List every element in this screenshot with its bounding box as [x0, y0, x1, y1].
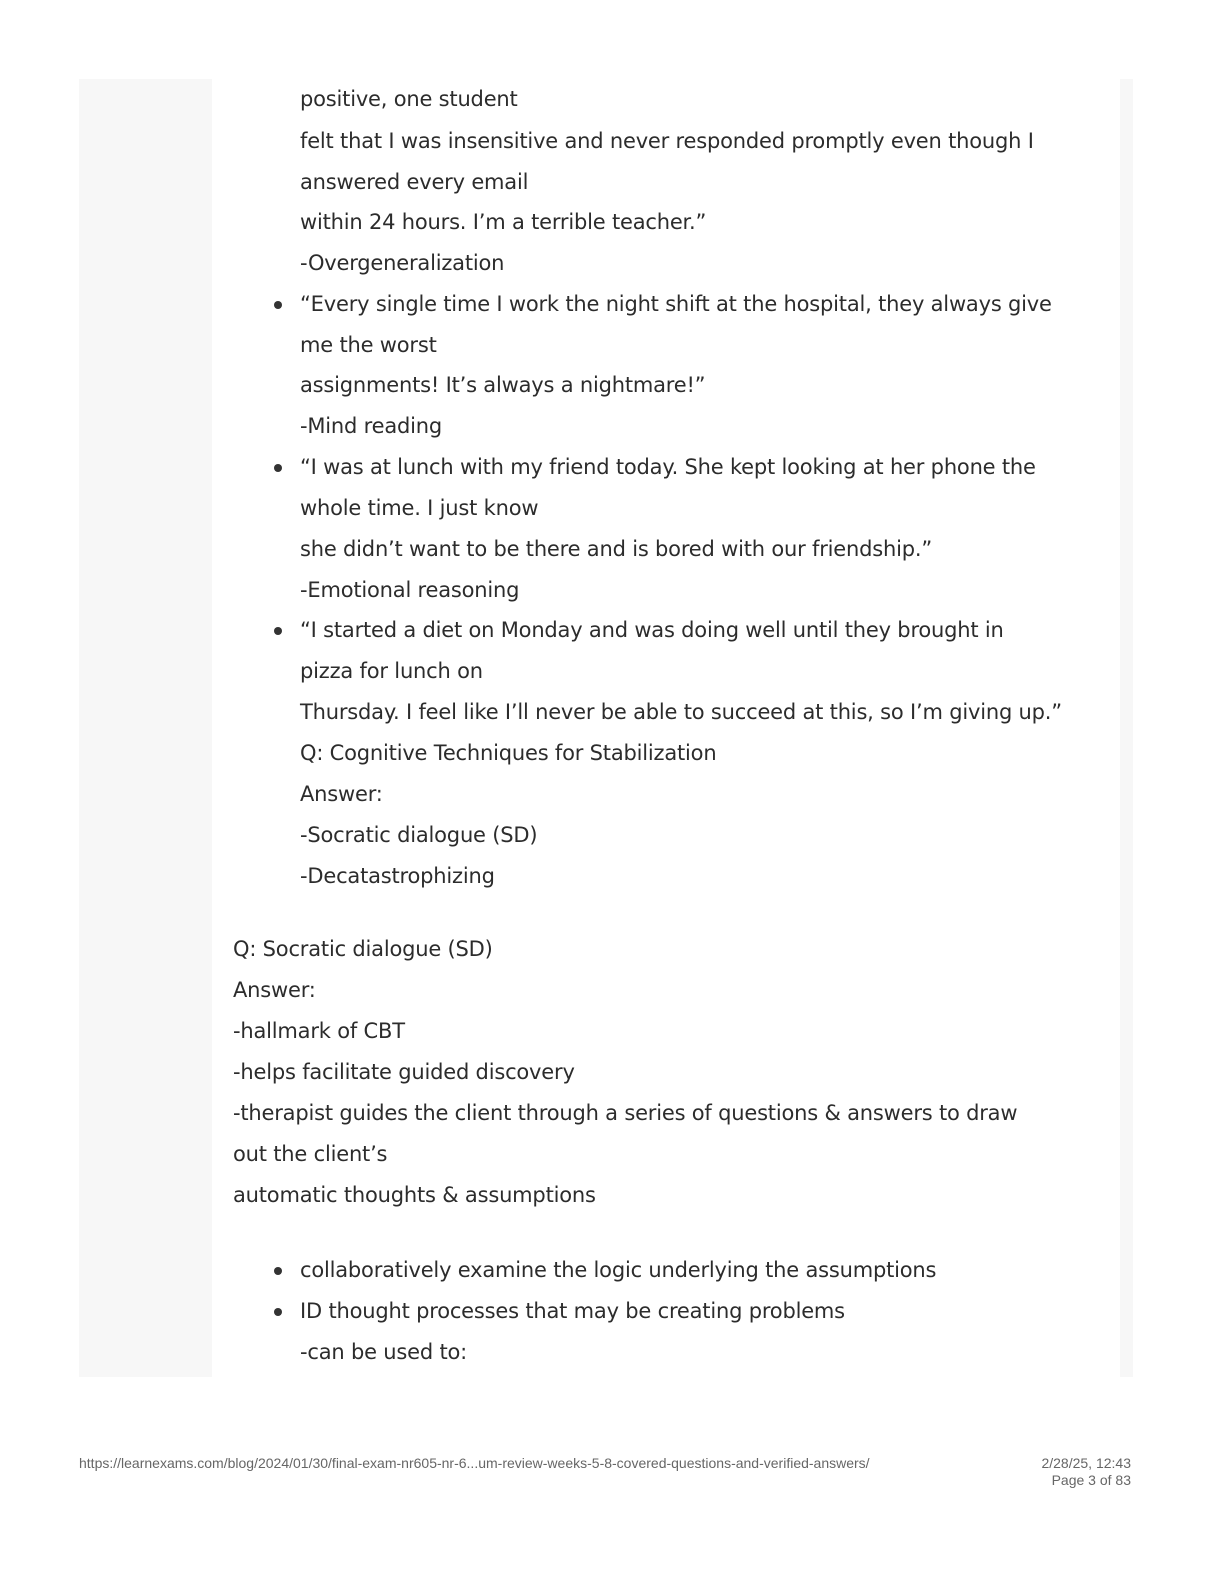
text-line: -Overgeneralization: [300, 251, 505, 275]
text-line: assignments! It’s always a nightmare!”: [300, 373, 706, 397]
text-line: felt that I was insensitive and never responded promptly even though I: [300, 129, 1034, 153]
text-line: within 24 hours. I’m a terrible teacher.”: [300, 210, 707, 234]
text-line: whole time. I just know: [300, 496, 539, 520]
text-line: automatic thoughts & assumptions: [233, 1183, 596, 1207]
text-line: -Socratic dialogue (SD): [300, 823, 538, 847]
bullet-text: ID thought processes that may be creating problems: [300, 1299, 845, 1323]
text-line: -Emotional reasoning: [300, 578, 520, 602]
text-line: pizza for lunch on: [300, 659, 483, 683]
bullet-text: “I was at lunch with my friend today. She kept looking at her phone the: [300, 455, 1036, 479]
answer-label: Answer:: [300, 782, 383, 806]
text-line: -therapist guides the client through a series of questions & answers to draw: [233, 1101, 1018, 1125]
text-line: positive, one student: [300, 87, 518, 111]
bullet-icon: [274, 1308, 282, 1316]
bullet-text: collaboratively examine the logic underlying the assumptions: [300, 1258, 937, 1282]
question-heading: Q: Cognitive Techniques for Stabilization: [300, 741, 717, 765]
text-line: she didn’t want to be there and is bored with our friendship.”: [300, 537, 933, 561]
bullet-text: “Every single time I work the night shift at the hospital, they always give: [300, 292, 1052, 316]
footer-url: https://learnexams.com/blog/2024/01/30/final-exam-nr605-nr-6...um-review-weeks-5-8-covered-questions-and-verified-answers/: [79, 1455, 870, 1471]
text-line: Thursday. I feel like I’ll never be able to succeed at this, so I’m giving up.”: [300, 700, 1062, 724]
text-line: me the worst: [300, 333, 437, 357]
bullet-icon: [274, 627, 282, 635]
bullet-icon: [274, 301, 282, 309]
question-heading: Q: Socratic dialogue (SD): [233, 937, 493, 961]
bullet-text: “I started a diet on Monday and was doing well until they brought in: [300, 618, 1004, 642]
text-line: -hallmark of CBT: [233, 1019, 405, 1043]
footer-meta: [1041, 1455, 1131, 1489]
footer-page-number: Page 3 of 83: [1051, 1472, 1131, 1488]
footer-datetime: 2/28/25, 12:43: [1041, 1455, 1131, 1471]
text-line: -helps facilitate guided discovery: [233, 1060, 575, 1084]
text-line: -Mind reading: [300, 414, 443, 438]
text-line: -Decatastrophizing: [300, 864, 495, 888]
text-line: out the client’s: [233, 1142, 388, 1166]
text-line: -can be used to:: [300, 1340, 468, 1364]
text-line: answered every email: [300, 170, 529, 194]
document-content: [212, 79, 1120, 1377]
bullet-icon: [274, 464, 282, 472]
bullet-icon: [274, 1267, 282, 1275]
answer-label: Answer:: [233, 978, 316, 1002]
